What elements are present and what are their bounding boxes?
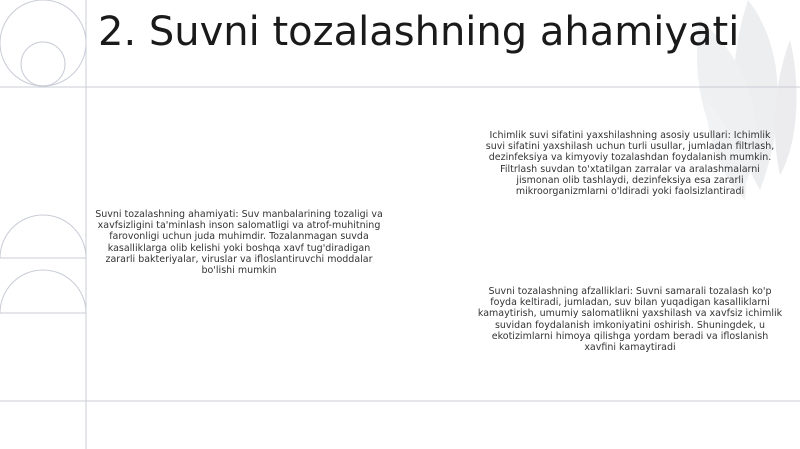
text-block-benefits: Suvni tozalashning afzalliklari: Suvni samarali tozalash ko'p foyda keltiradi, jumladan, suv bilan yuqadigan kasalliklarni kamaytirish, umumiy salomatlikni yaxshilash va xavfsiz ichimlik suvidan foydalanish imkoniyatini oshirish. Shuningdek, u ekotizimlarni himoya qilishga yordam beradi va ifloslanish xavfini kamaytiradi bbox=[477, 286, 783, 354]
deco-arc-lower bbox=[0, 270, 86, 313]
text-block-methods: Ichimlik suvi sifatini yaxshilashning asosiy usullari: Ichimlik suvi sifatini yaxshilash uchun turli usullar, jumladan filtrlash, dezinfeksiya va kimyoviy tozalashdan foydalanish mumkin. Filtrlash suvdan to'xtatilgan zarralar va aralashmalarni jismonan olib tashlaydi, dezinfeksiya esa zararli mikroorganizmlarni o'ldiradi yoki faolsizlantiradi bbox=[485, 130, 775, 198]
deco-circle-large bbox=[0, 0, 86, 86]
slide-title: 2. Suvni tozalashning ahamiyati bbox=[98, 9, 740, 55]
deco-circle-small bbox=[21, 42, 65, 86]
deco-arc-upper bbox=[0, 215, 86, 258]
text-block-importance: Suvni tozalashning ahamiyati: Suv manbalarining tozaligi va xavfsizligini ta'minlash inson salomatligi va atrof-muhitning farovonligi uchun juda muhimdir. Tozalanmagan suvda kasalliklarga olib kelishi yoki boshqa xavf tug'diradigan zararli bakteriyalar, viruslar va ifloslantiruvchi moddalar bo'lishi mumkin bbox=[95, 209, 383, 277]
